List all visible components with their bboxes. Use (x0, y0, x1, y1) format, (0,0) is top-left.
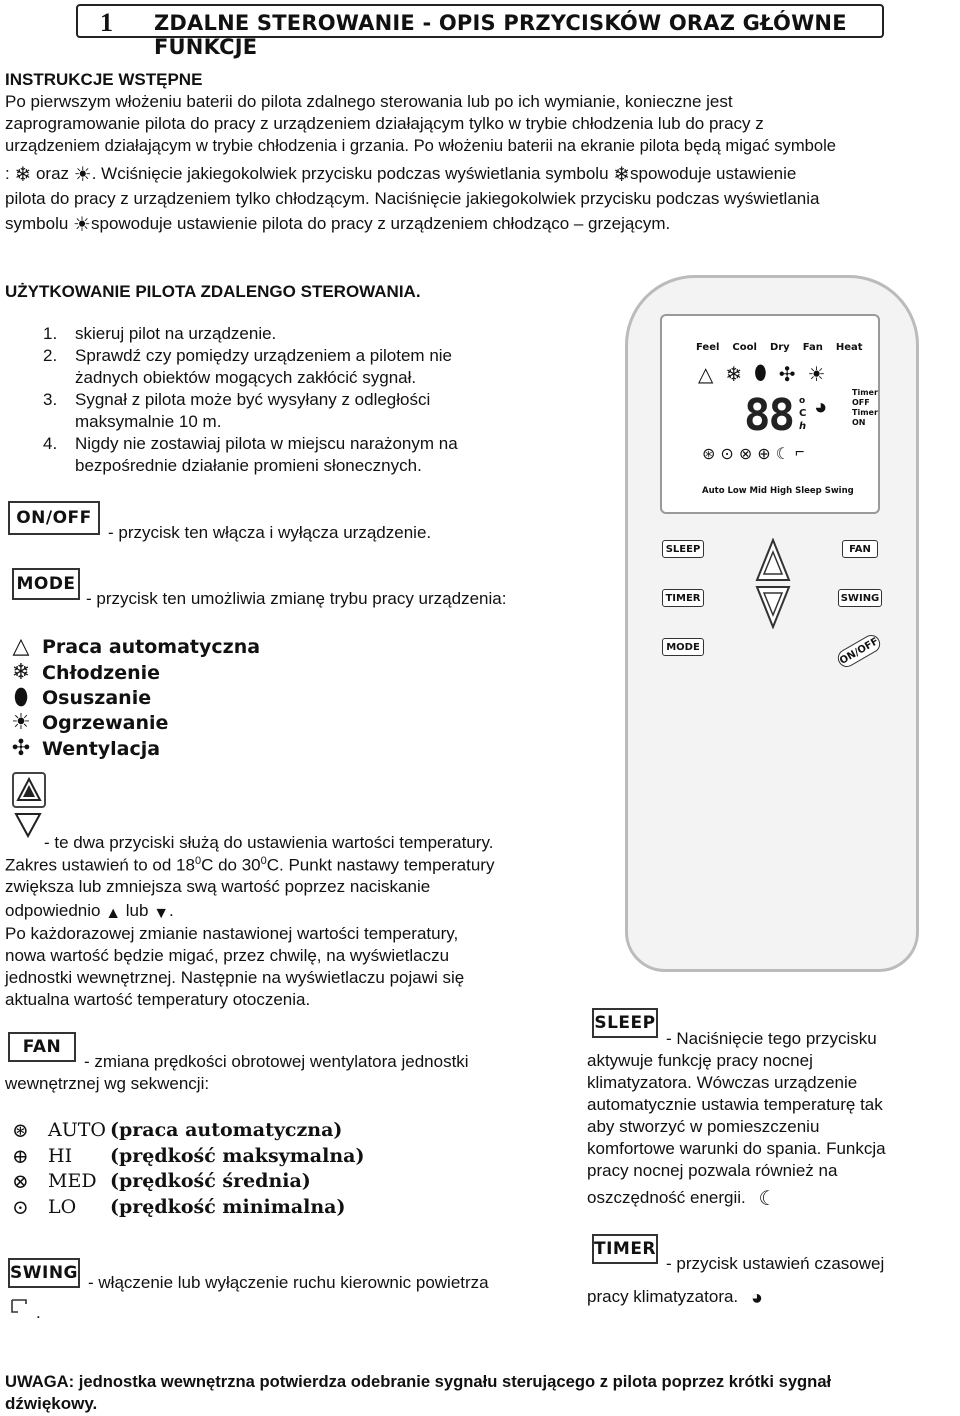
drop-icon: ⬮ (14, 685, 28, 710)
temp-desc: - te dwa przyciski służą do ustawienia wartości temperatury. (44, 833, 494, 852)
step-text: żadnych obiektów mogących zakłócić sygnał. (75, 368, 417, 387)
step-text: Nigdy nie zostawiaj pilota w miejscu narażonym na (75, 434, 458, 453)
temp-down-button[interactable] (12, 810, 44, 845)
triangle-up-icon: ▲ (105, 905, 122, 922)
sleep-icon: ☾ (775, 446, 790, 463)
fan-speed-name: LO (48, 1196, 77, 1218)
fan-speed-item (12, 1170, 311, 1192)
lcd-timer-text: Timer (852, 388, 878, 397)
fan-speed-name: AUTO (48, 1119, 106, 1141)
remote-sleep-button[interactable]: SLEEP (662, 540, 704, 558)
temp-text: Zakres ustawień to od 18 (5, 855, 195, 875)
note-line: UWAGA: jednostka wewnętrzna potwierdza odebranie sygnału sterującego z pilota poprzez krótki sygnał (5, 1372, 832, 1391)
auto-icon: △ (698, 364, 714, 386)
lcd-timer-text: OFF (852, 398, 870, 407)
snowflake-icon: ❄ (613, 164, 631, 186)
fan-high-icon: ⊕ (12, 1144, 29, 1168)
sleep-desc: klimatyzatora. Wówczas urządzenie (587, 1073, 858, 1092)
lcd-fan-icons (702, 444, 804, 464)
usage-step (5, 346, 565, 368)
intro-line: zaprogramowanie pilota do pracy z urządzeniem działającym tylko w trybie chłodzenia lub do pracy z (5, 114, 764, 133)
mode-item (8, 687, 151, 709)
temp-text: lub (125, 901, 149, 920)
step-text: Sprawdź czy pomiędzy urządzeniem a pilotem nie (75, 346, 453, 365)
lcd-mode-label: Feel (696, 342, 720, 353)
fan-speed-desc: (prędkość maksymalna) (110, 1145, 365, 1167)
temp-line (5, 901, 174, 922)
lcd-mode-icons (698, 362, 825, 387)
sleep-desc: pracy nocnej pozwala również na (587, 1161, 838, 1180)
drop-icon: ⬮ (754, 362, 767, 384)
swing-dot: . (36, 1303, 41, 1322)
fan-speed-name: HI (48, 1145, 73, 1167)
sleep-desc: automatycznie ustawia temperaturę tak (587, 1095, 883, 1114)
lcd-timer-labels (852, 388, 878, 428)
temp-line: jednostki wewnętrznej. Następnie na wyświetlaczu pojawi się (5, 968, 465, 987)
lcd-mode-label: Dry (769, 342, 790, 353)
usage-heading: UŻYTKOWANIE PILOTA ZDALENGO STEROWANIA. (5, 282, 421, 301)
mode-item-label: Praca automatyczna (42, 636, 261, 658)
sleep-desc-last (587, 1188, 776, 1209)
step-text: Sygnał z pilota może być wysyłany z odległości (75, 390, 431, 409)
step-number: 2. (43, 346, 58, 365)
swing-desc: - włączenie lub wyłączenie ruchu kierownic powietrza (88, 1273, 489, 1292)
temp-line: zwiększa lub zmniejsza swą wartość poprzez naciskanie (5, 877, 431, 896)
lcd-mode-label: Fan (802, 342, 823, 353)
temp-text: . (169, 901, 174, 920)
sleep-desc: aktywuje funkcję pracy nocnej (587, 1051, 813, 1070)
lcd-degree: o (799, 396, 806, 406)
temp-up-button[interactable] (12, 772, 46, 808)
timer-desc-last (587, 1287, 763, 1308)
triangle-down-icon: ▼ (153, 905, 170, 922)
snowflake-icon: ❄ (14, 164, 32, 186)
swing-icon (10, 1298, 30, 1321)
sleep-desc: aby stworzyć w pomieszczeniu (587, 1117, 820, 1136)
lcd-unit-h: h (799, 421, 807, 432)
timer-button[interactable]: TIMER (592, 1234, 658, 1264)
temp-line: nowa wartość będzie migać, przez chwilę, na wyświetlaczu (5, 946, 450, 965)
remote-fan-button[interactable]: FAN (842, 540, 878, 558)
remote-lcd (660, 314, 880, 514)
lcd-unit-c: C (799, 408, 807, 419)
temp-line: Po każdorazowej zmianie nastawionej wartości temperatury, (5, 924, 459, 943)
fan-speed-item (12, 1119, 342, 1141)
timer-text: pracy klimatyzatora. (587, 1287, 739, 1306)
fan-high-icon: ⊕ (757, 446, 771, 463)
mode-item (8, 738, 160, 760)
lcd-timer-text: ON (852, 418, 866, 427)
usage-steps (5, 324, 565, 478)
intro-text: oraz (35, 164, 70, 183)
remote-temp-up-button[interactable] (755, 538, 791, 587)
section-number: 1 (100, 8, 113, 37)
fan-speed-item (12, 1145, 364, 1167)
step-number: 1. (43, 324, 58, 343)
intro-text: spowoduje ustawienie pilota do pracy z urządzeniem chłodząco – grzejącym. (90, 214, 671, 233)
snowflake-icon: ❄ (11, 660, 31, 685)
mode-item-label: Ogrzewanie (42, 712, 169, 734)
sun-icon: ☀ (11, 710, 31, 735)
swing-icon: ⌐ (794, 444, 805, 461)
fan-auto-icon: ⊛ (12, 1118, 29, 1142)
onoff-button[interactable]: ON/OFF (8, 501, 100, 535)
remote-timer-button[interactable]: TIMER (662, 589, 704, 607)
fan-icon: ✣ (778, 364, 796, 386)
step-text: maksymalnie 10 m. (75, 412, 222, 431)
fan-speed-item (12, 1196, 345, 1218)
mode-button[interactable]: MODE (12, 568, 80, 600)
mode-item-label: Chłodzenie (42, 662, 161, 684)
fan-auto-icon: ⊛ (702, 446, 716, 463)
remote-temp-down-button[interactable] (755, 585, 791, 634)
temp-line: aktualna wartość temperatury otoczenia. (5, 990, 311, 1009)
step-text: bezpośrednie działanie promieni słonecznych. (75, 456, 422, 475)
intro-text: spowoduje ustawienie (630, 164, 797, 183)
intro-line (5, 164, 796, 185)
usage-step (5, 390, 565, 412)
clock-icon: ◕ (814, 394, 828, 419)
temp-text: C. Punkt nastawy temperatury (266, 855, 495, 875)
temp-range (5, 855, 494, 876)
sleep-text: oszczędność energii. (587, 1188, 746, 1207)
intro-heading: INSTRUKCJE WSTĘPNE (5, 70, 203, 89)
degree-sup: 0 (194, 855, 202, 867)
intro-text: symbolu (5, 214, 69, 233)
triangle-up-icon (755, 538, 791, 582)
fan-button[interactable]: FAN (8, 1032, 76, 1062)
fan-low-icon: ⊙ (720, 446, 734, 463)
fan-speed-desc: (prędkość średnia) (110, 1170, 311, 1192)
remote-onoff-button[interactable]: ON/OFF (835, 632, 884, 671)
lcd-temperature: 88 (744, 390, 793, 441)
fan-desc: wewnętrznej wg sekwencji: (5, 1074, 210, 1093)
sleep-icon: ☾ (758, 1188, 777, 1210)
triangle-down-icon (12, 810, 44, 840)
intro-line: urządzeniem działającym w trybie chłodzenia i grzania. Po włożeniu baterii na ekranie pilota będą migać symbole (5, 136, 837, 155)
intro-line (5, 214, 670, 235)
usage-step (5, 324, 565, 346)
page-title: ZDALNE STEROWANIE - OPIS PRZYCISKÓW ORAZ GŁÓWNE FUNKCJE (154, 11, 847, 59)
mode-item (8, 636, 260, 658)
timer-desc: - przycisk ustawień czasowej (666, 1254, 885, 1273)
lcd-mode-label: Heat (835, 342, 863, 353)
sleep-button[interactable]: SLEEP (592, 1008, 658, 1038)
onoff-desc: - przycisk ten włącza i wyłącza urządzenie. (108, 523, 432, 542)
fan-speed-desc: (praca automatyczna) (110, 1119, 343, 1141)
triangle-up-icon (14, 774, 44, 806)
temp-text: C do 30 (201, 855, 261, 875)
intro-line: pilota do pracy z urządzeniem tylko chłodzącym. Naciśnięcie jakiegokolwiek przycisku podczas wyświetlania (5, 189, 820, 208)
fan-medium-icon: ⊗ (738, 446, 753, 463)
step-number: 4. (43, 434, 58, 453)
fan-low-icon: ⊙ (12, 1195, 29, 1219)
mode-desc: - przycisk ten umożliwia zmianę trybu pracy urządzenia: (86, 589, 507, 608)
lcd-mode-labels (696, 342, 863, 353)
fan-desc: - zmiana prędkości obrotowej wentylatora jednostki (84, 1052, 469, 1071)
sun-icon: ☀ (73, 164, 92, 186)
snowflake-icon: ❄ (725, 364, 743, 386)
sun-icon: ☀ (73, 214, 91, 236)
temp-text: odpowiednio (5, 901, 101, 920)
page-header (76, 4, 884, 59)
intro-text: . Wciśnięcie jakiegokolwiek przycisku podczas wyświetlania symbolu (91, 164, 609, 183)
swing-button[interactable]: SWING (8, 1258, 80, 1288)
mode-item (8, 712, 168, 734)
lcd-timer-text: Timer (852, 408, 878, 417)
mode-item-label: Wentylacja (42, 738, 161, 760)
sleep-desc: komfortowe warunki do spania. Funkcja (587, 1139, 886, 1158)
degree-sup: 0 (260, 855, 267, 867)
remote-swing-button[interactable]: SWING (838, 589, 882, 607)
remote-mode-button[interactable]: MODE (662, 638, 704, 656)
step-number: 3. (43, 390, 58, 409)
intro-text: : (5, 164, 10, 183)
fan-speed-desc: (prędkość minimalna) (110, 1196, 346, 1218)
lcd-mode-label: Cool (732, 342, 757, 353)
usage-step (5, 434, 565, 456)
mode-item (8, 662, 160, 684)
fan-icon: ✣ (11, 736, 31, 761)
auto-icon: △ (12, 634, 30, 659)
fan-speed-name: MED (48, 1170, 97, 1192)
mode-item-label: Osuszanie (42, 687, 152, 709)
sun-icon: ☀ (807, 364, 826, 386)
triangle-down-icon (755, 585, 791, 629)
clock-icon: ◕ (750, 1287, 763, 1309)
fan-medium-icon: ⊗ (12, 1169, 29, 1193)
step-text: skieruj pilot na urządzenie. (75, 324, 277, 343)
intro-line: Po pierwszym włożeniu baterii do pilota zdalnego sterowania lub po ich wymianie, konieczne jest (5, 92, 733, 111)
note-line: dźwiękowy. (5, 1394, 98, 1413)
sleep-desc: - Naciśnięcie tego przycisku (666, 1029, 877, 1048)
lcd-bottom-labels: Auto Low Mid High Sleep Swing (702, 486, 854, 496)
